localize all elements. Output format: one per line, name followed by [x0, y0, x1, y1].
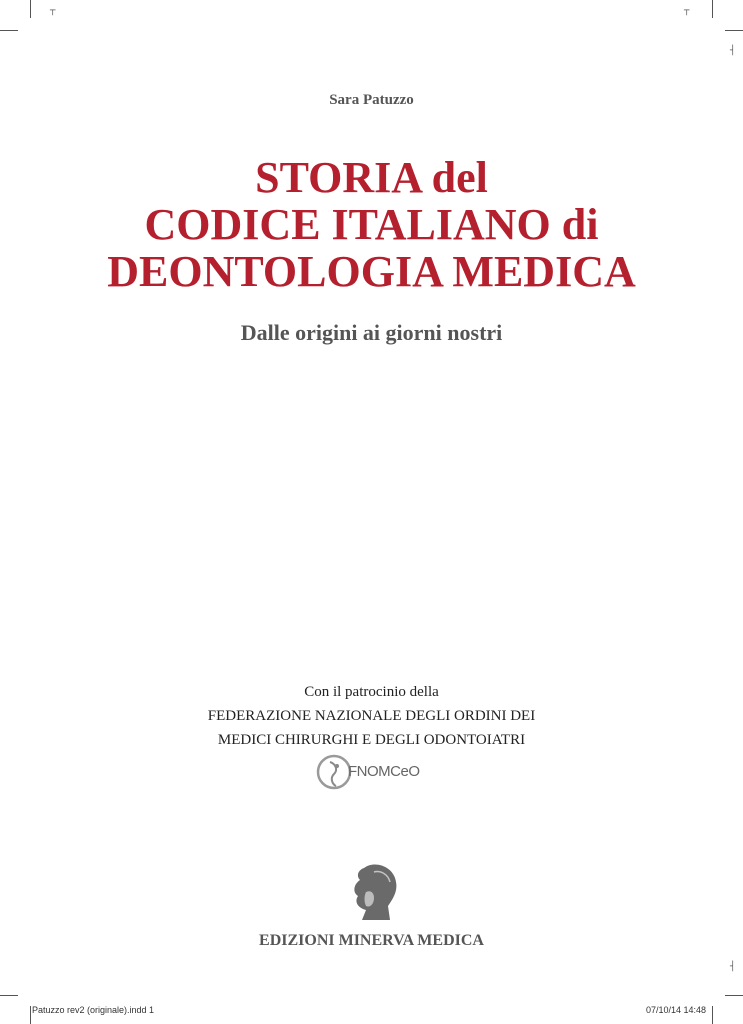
fnomceo-emblem-icon	[316, 754, 352, 790]
publisher-name: EDIZIONI MINERVA MEDICA	[259, 932, 484, 949]
author-name: Sara Patuzzo	[329, 92, 414, 108]
patronage-line-1: FEDERAZIONE NAZIONALE DEGLI ORDINI DEI	[207, 708, 536, 724]
book-title	[0, 154, 743, 295]
crop-mark-bottom-left-v	[30, 1006, 31, 1024]
minerva-head-icon	[344, 862, 404, 926]
fnomceo-logo-text: FNOMCeO	[348, 763, 420, 780]
crop-mark-top-right-h	[725, 30, 743, 31]
register-tick-top-left: ┬	[50, 6, 56, 16]
patronage-block	[0, 680, 743, 752]
fnomceo-logo	[316, 754, 456, 790]
print-slug-datetime: 07/10/14 14:48	[646, 1005, 707, 1015]
register-tick-right-upper: ┤	[730, 46, 736, 56]
patronage-line-2: MEDICI CHIRURGHI E DEGLI ODONTOIATRI	[217, 732, 526, 748]
print-slug-filename: Patuzzo rev2 (originale).indd 1	[32, 1005, 155, 1015]
title-line-3: DEONTOLOGIA MEDICA	[107, 247, 636, 296]
patronage-intro: Con il patrocinio della	[304, 684, 439, 700]
crop-mark-bottom-right-h	[725, 995, 743, 996]
register-tick-top-right: ┬	[684, 6, 690, 16]
register-tick-right-lower: ┤	[730, 962, 736, 972]
crop-mark-top-left-v	[30, 0, 31, 18]
crop-mark-top-right-v	[712, 0, 713, 18]
crop-mark-top-left-h	[0, 30, 18, 31]
book-subtitle: Dalle origini ai giorni nostri	[240, 320, 503, 345]
title-line-1: STORIA del	[255, 153, 488, 202]
title-line-2: CODICE ITALIANO di	[144, 200, 599, 249]
crop-mark-bottom-right-v	[712, 1006, 713, 1024]
crop-mark-bottom-left-h	[0, 995, 18, 996]
